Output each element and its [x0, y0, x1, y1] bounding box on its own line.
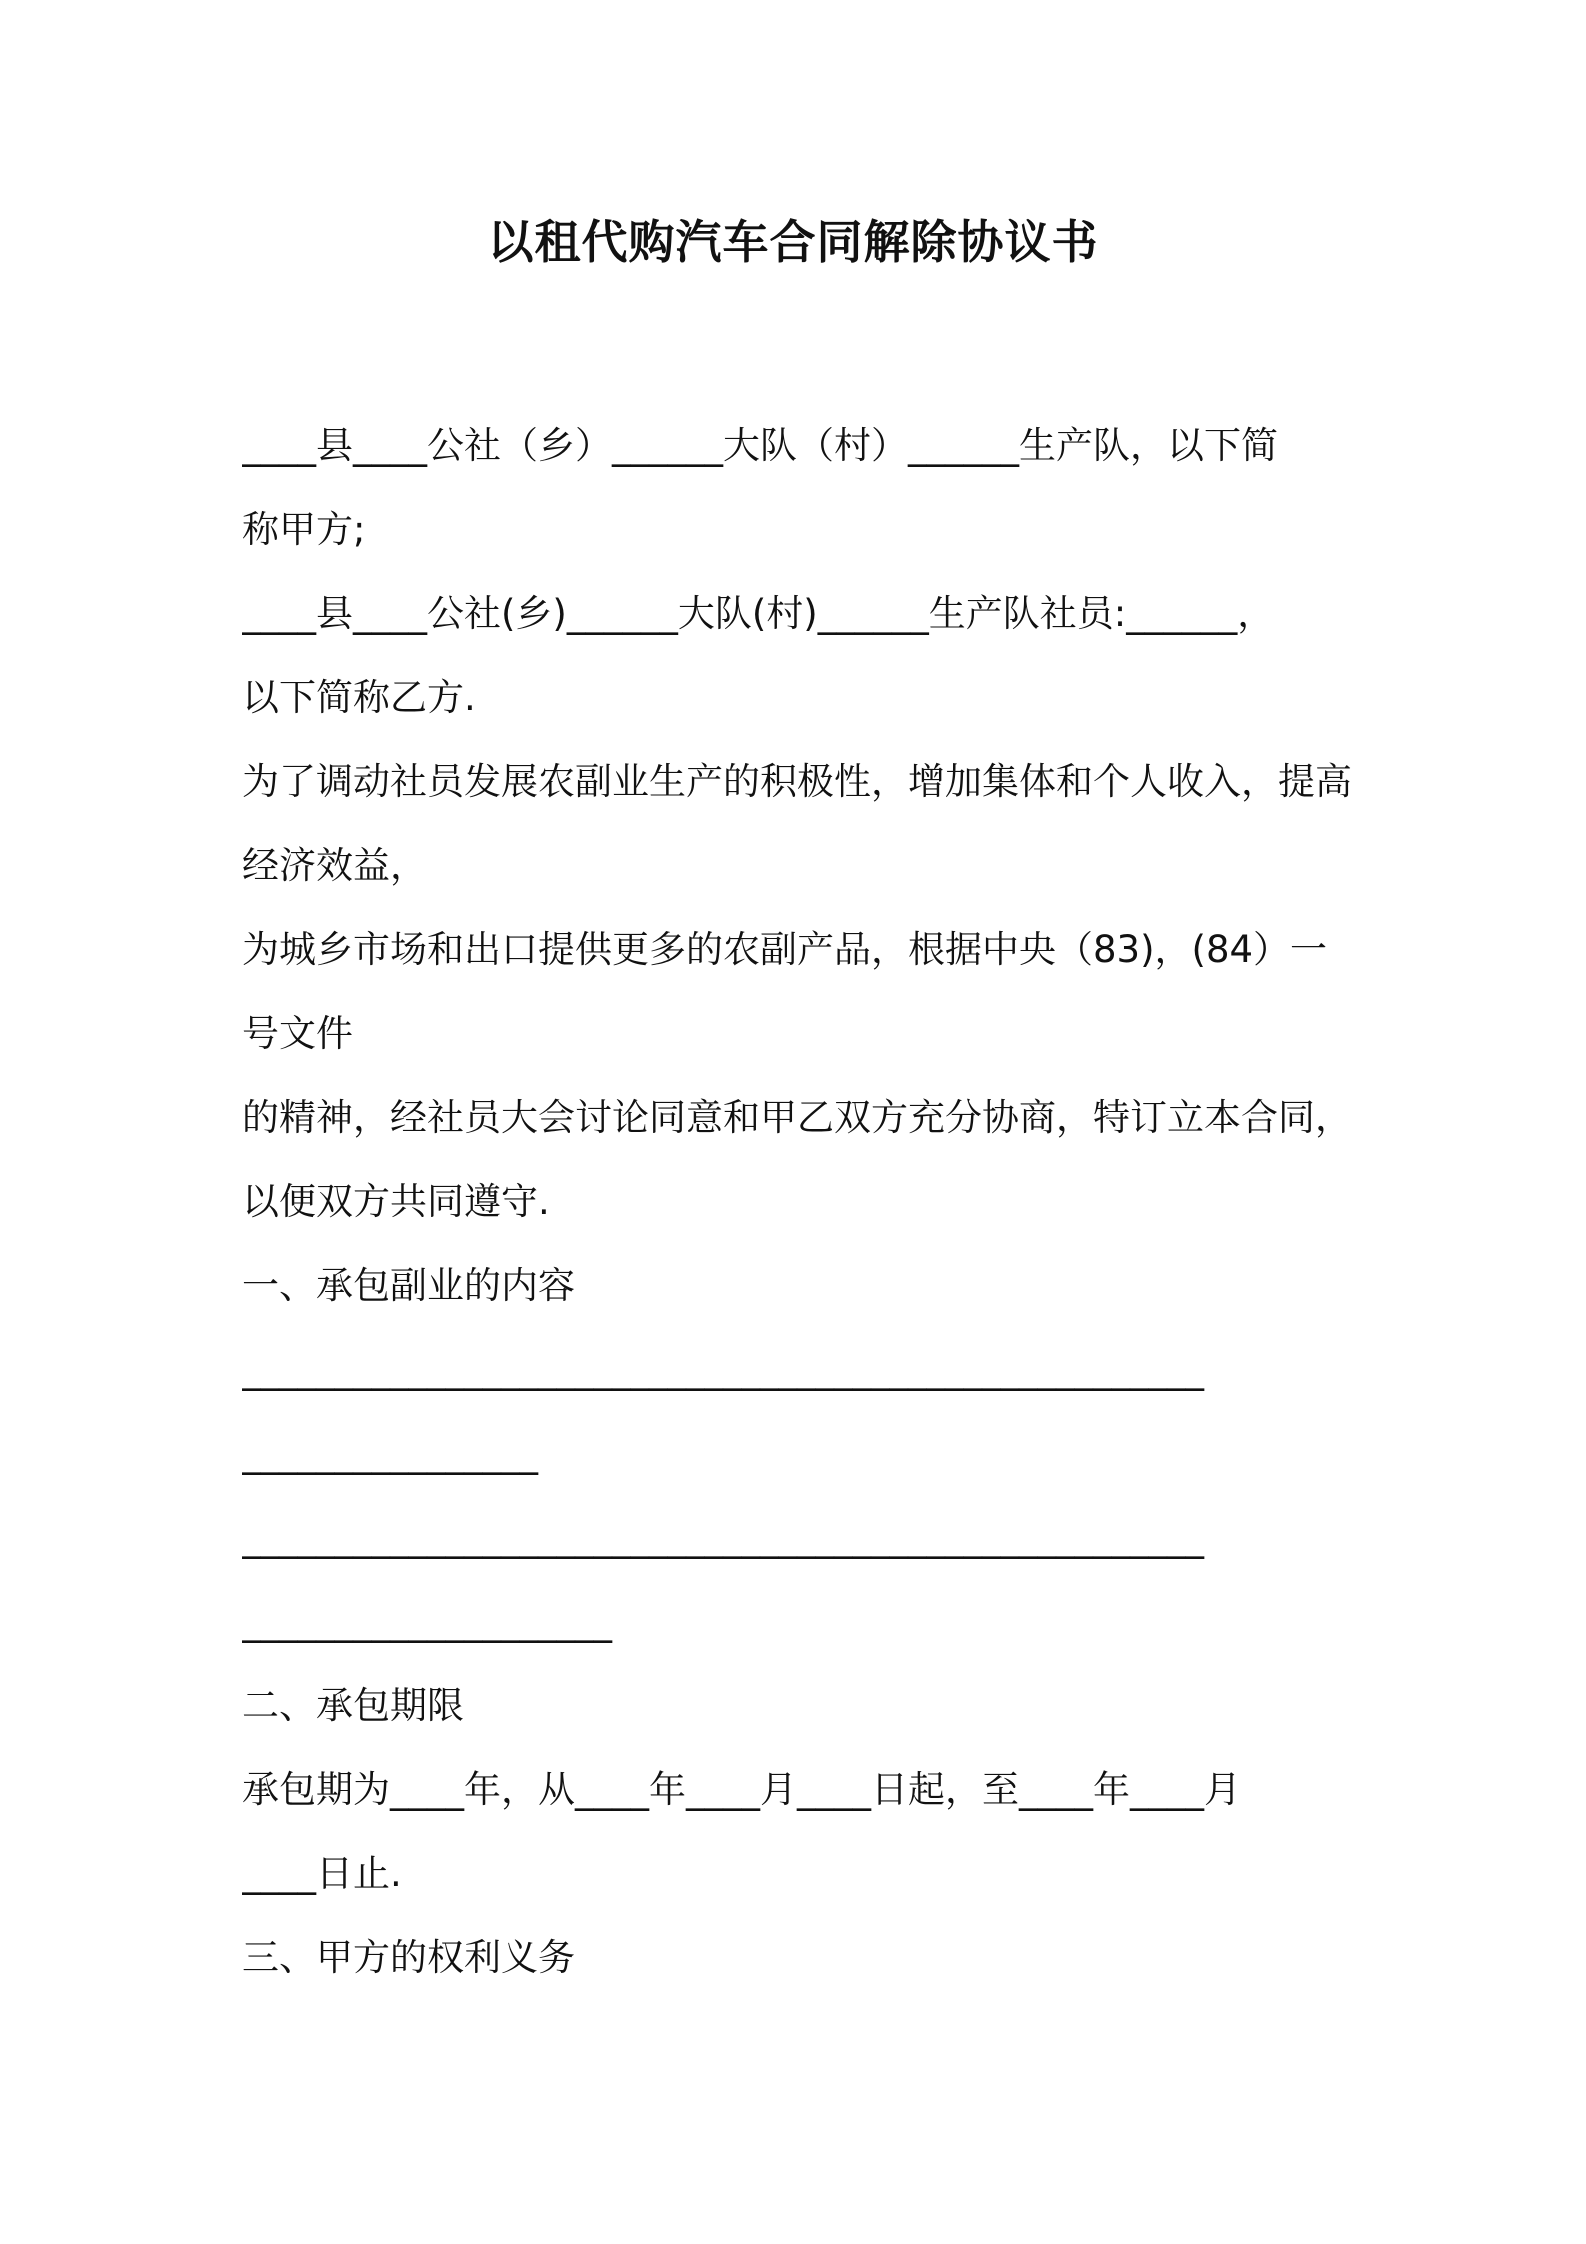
blank-fill-line: ____________________________________________________	[242, 1516, 1204, 1559]
blank-fill-line: ________________	[242, 1432, 538, 1475]
text-line: ____县____公社(乡)______大队(村)______生产队社员:______，	[242, 592, 1275, 635]
text-line: 经济效益，	[242, 844, 427, 887]
blank-fill-line: ____________________________________________________	[242, 1348, 1204, 1391]
section-heading: 三、甲方的权利义务	[242, 1936, 575, 1979]
text-line: 号文件	[242, 1012, 353, 1055]
text-line: 以下简称乙方.	[242, 676, 476, 719]
text-line: 的精神，经社员大会讨论同意和甲乙双方充分协商，特订立本合同，	[242, 1096, 1352, 1139]
document-title: 以租代购汽车合同解除协议书	[487, 215, 1099, 269]
text-line: 称甲方;	[242, 508, 366, 551]
text-line: ____日止.	[242, 1852, 402, 1895]
text-line: 承包期为____年，从____年____月____日起，至____年____月	[242, 1768, 1241, 1811]
text-line: ____县____公社（乡）______大队（村）______生产队，以下简	[242, 424, 1278, 467]
text-line: 为了调动社员发展农副业生产的积极性，增加集体和个人收入，提高	[242, 760, 1352, 803]
text-line: 以便双方共同遵守.	[242, 1180, 550, 1223]
section-heading: 二、承包期限	[242, 1684, 464, 1727]
text-line: 为城乡市场和出口提供更多的农副产品，根据中央（83)，(84）一	[242, 928, 1328, 971]
section-heading: 一、承包副业的内容	[242, 1264, 575, 1307]
document-body	[242, 404, 1362, 2000]
blank-fill-line: ____________________	[242, 1600, 612, 1643]
